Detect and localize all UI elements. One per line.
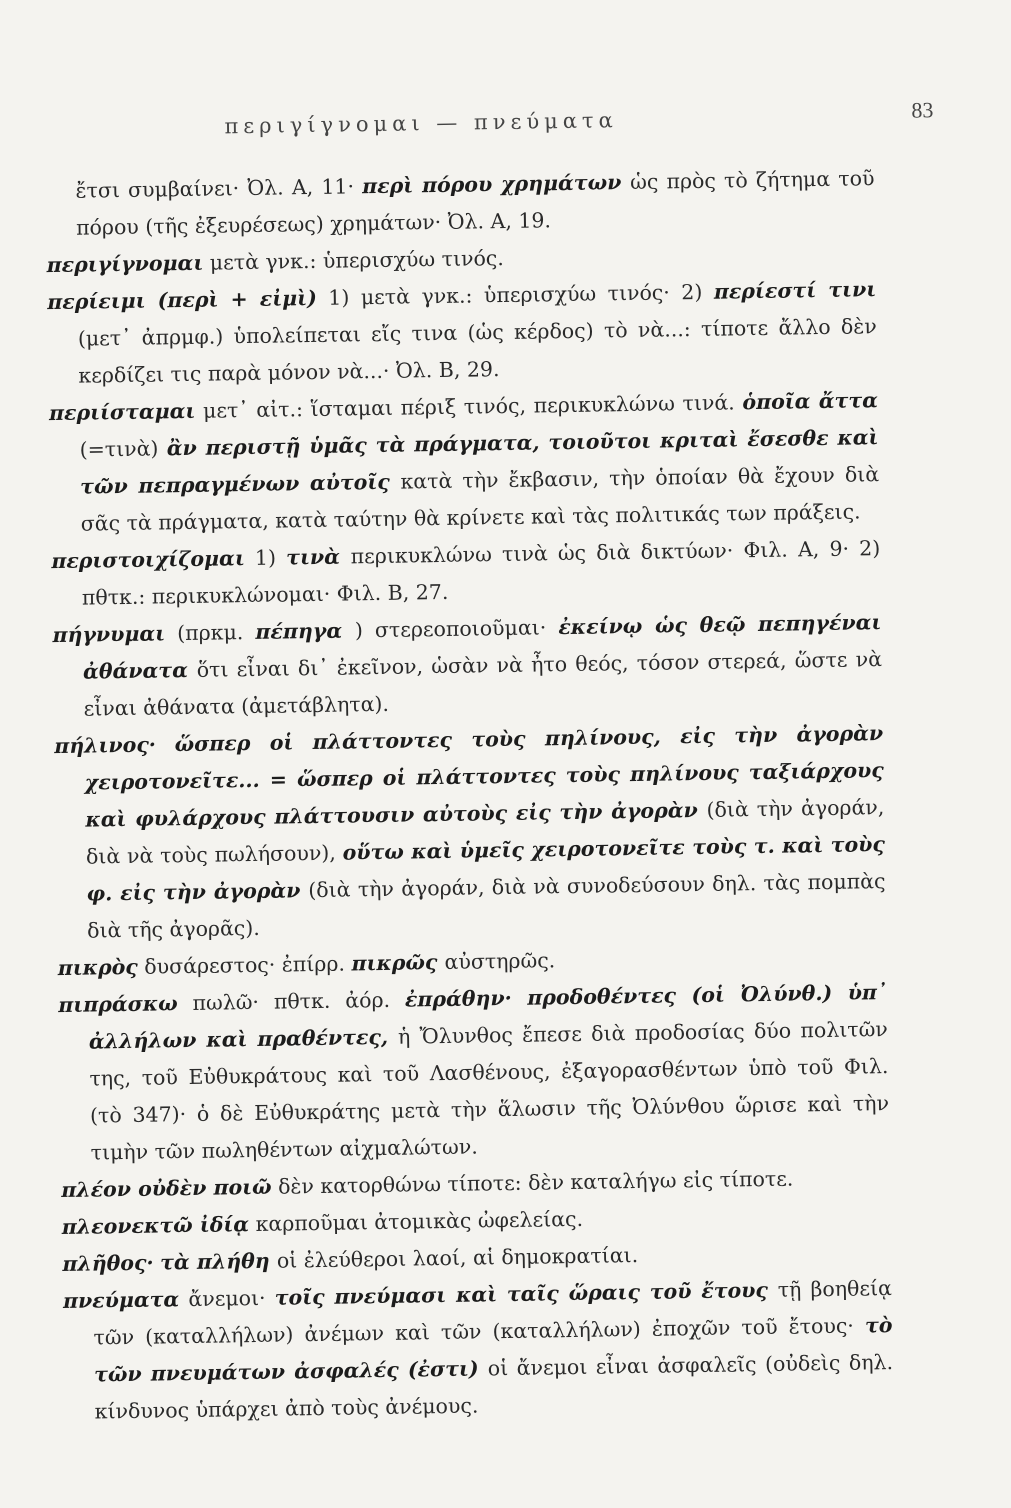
quoted-phrase: ἐπράθην· προδοθέντες (οἱ Ὀλύνθ.) ὑπ᾽ ἀλλήλων καὶ πραθέντες,	[88, 980, 888, 1054]
entry-text: 1) μετὰ γνκ.: ὑπερισχύω τινός· 2)	[328, 279, 703, 310]
quoted-phrase: ἐκείνῳ ὡς θεῷ πεπηγέναι ἀθάνατα	[82, 610, 882, 684]
quoted-phrase: τὰ πλήθη	[159, 1248, 270, 1275]
dictionary-entry	[54, 715, 886, 950]
entry-text: περικυκλώνω τινὰ ὡς διὰ δικτύων· Φιλ. Α, 9· 2) πθτκ.: περικυκλώνομαι· Φιλ. Β, 27.	[81, 536, 881, 610]
entry-headword: πνεύματα	[62, 1287, 180, 1314]
entry-text: (μετ᾽ ἀπρμφ.) ὑπολείπεται εἴς τινα (ὡς κέρδος) τὸ νὰ...: τίποτε ἄλλο δὲν κερδίζει τις παρὰ μόνον νὰ...· Ὀλ. Β, 29.	[77, 314, 877, 388]
entry-headword: πλέον οὐδὲν ποιῶ	[61, 1174, 272, 1203]
entry-text: (διὰ τὴν ἀγοράν, διὰ νὰ συνοδεύσουν δηλ. τὰς πομπὰς διὰ τῆς ἀγορᾶς).	[86, 869, 886, 943]
entry-continuation	[45, 160, 875, 247]
entry-headword: περιγίγνομαι	[46, 250, 204, 278]
entry-text: ἡ Ὄλυνθος ἔπεσε διὰ προδοσίας δύο πολιτῶν της, τοῦ Εὐθυκράτους καὶ τοῦ Λασθένους, ἐξαγορασθέντων ὑπὸ τοῦ Φιλ. (τὸ 347)· ὁ δὲ Εὐθυκράτης μετὰ τὴν ἅλωσιν τῆς Ὀλύνθου ὥρισε καὶ τὴν τιμὴν τῶν πωληθέντων αἰχμαλώτων.	[89, 1017, 890, 1165]
entry-headword: πικρὸς	[57, 954, 138, 981]
dictionary-entry	[49, 382, 880, 543]
dictionary-entry	[63, 1270, 894, 1431]
entry-text: δυσάρεστος· ἐπίρρ.	[144, 951, 346, 979]
running-head: περιγίγνομαι — πνεύματα	[224, 108, 618, 139]
entry-text: ) στερεοποιοῦμαι·	[354, 615, 547, 643]
entry-headword: πλῆθος·	[62, 1250, 154, 1277]
entry-headword: περιίσταμαι	[48, 398, 196, 426]
entry-text: κατὰ τὴν ἔκβασιν, τὴν ὁποίαν θὰ ἔχουν διὰ σᾶς τὰ πράγματα, κατὰ ταύτην θὰ κρίνετε καὶ τὰς πολιτικάς των πράξεις.	[80, 462, 880, 536]
dictionary-entry	[51, 530, 881, 617]
entry-text: καρποῦμαι ἀτομικὰς ὠφελείας.	[255, 1206, 584, 1237]
entry-headword: πήλινος·	[54, 732, 157, 759]
entry-text: 1)	[254, 545, 277, 570]
dictionary-entry	[58, 974, 890, 1172]
page-number: 83	[911, 97, 934, 123]
quoted-phrase: τοῖς πνεύμασι καὶ ταῖς ὥραις τοῦ ἔτους	[274, 1277, 769, 1310]
entry-text: μετ᾽ αἰτ.: ἵσταμαι πέριξ τινός, περικυκλώνω τινά.	[202, 390, 735, 423]
entry-headword: περιστοιχίζομαι	[51, 546, 245, 574]
quoted-phrase: τὸ τῶν πνευμάτων ἀσφαλές (ἐστι)	[93, 1313, 893, 1387]
entry-text: μετὰ γνκ.: ὑπερισχύω τινός.	[209, 245, 505, 275]
entry-text: ὅτι εἶναι δι᾽ ἐκεῖνον, ὡσὰν νὰ ἦτο θεός, τόσον στερεά, ὥστε νὰ εἶναι ἀθάνατα (ἀμετάβλητα).	[83, 647, 883, 721]
quoted-phrase: ἂν περιστῇ ὑμᾶς τὰ πράγματα, τοιοῦτοι κριταὶ ἔσεσθε καὶ τῶν πεπραγμένων αὐτοῖς	[79, 425, 879, 499]
entry-text: τῇ βοηθείᾳ τῶν (καταλλήλων) ἀνέμων καὶ τῶν (καταλλήλων) ἐποχῶν τοῦ ἔτους·	[93, 1276, 893, 1350]
entry-text: οἱ ἄνεμοι εἶναι ἀσφαλεῖς (οὐδεὶς δηλ. κίνδυνος ὑπάρχει ἀπὸ τοὺς ἀνέμους.	[94, 1350, 894, 1424]
entry-text: ὡς πρὸς τὸ ζήτημα τοῦ πόρου (τῆς ἐξευρέσεως) χρημάτων· Ὀλ. Α, 19.	[75, 166, 875, 240]
entry-text: ἔτσι συμβαίνει· Ὀλ. Α, 11·	[75, 174, 355, 203]
entry-headword: πήγνυμαι	[52, 621, 166, 648]
dictionary-entry	[47, 271, 878, 395]
entry-text: ἄνεμοι·	[188, 1285, 266, 1312]
dictionary-entry	[52, 604, 883, 728]
quoted-phrase: οὕτω καὶ ὑμεῖς χειροτονεῖτε τοὺς τ. καὶ τοὺς φ. εἰς τὴν ἀγορὰν	[86, 832, 886, 906]
quoted-phrase: τινὰ	[285, 544, 341, 570]
entry-text: (διὰ τὴν ἀγοράν, διὰ νὰ τοὺς πωλήσουν),	[85, 795, 885, 869]
entries-list	[45, 160, 894, 1431]
entry-text: αὐστηρῶς.	[444, 948, 556, 975]
entry-headword: πιπράσκω	[58, 991, 178, 1018]
page-header	[44, 97, 934, 155]
entry-text: (πρκμ.	[176, 620, 244, 646]
entry-text: δὲν κατορθώνω τίποτε: δὲν καταλήγω εἰς τίποτε.	[277, 1166, 794, 1199]
entry-text: οἱ ἐλεύθεροι λαοί, αἱ δημοκρατίαι.	[276, 1242, 639, 1273]
quoted-phrase: ὥσπερ οἱ πλάττοντες τοὺς πηλίνους, εἰς τὴν ἀγορὰν χειροτονεῖτε... = ὥσπερ οἱ πλάττοντες τοὺς πηλίνους ταξιάρχους καὶ φυλάρχους πλάττουσιν αὐτοὺς εἰς τὴν ἀγορὰν	[84, 721, 884, 832]
quoted-phrase: περὶ πόρου χρημάτων	[361, 170, 622, 199]
quoted-phrase: πέπηγα	[255, 618, 343, 644]
entry-text: (=τινὰ)	[79, 436, 159, 462]
quoted-phrase: ὁποῖα ἄττα	[742, 388, 879, 415]
entry-text: πωλῶ· πθτκ. ἀόρ.	[192, 987, 391, 1015]
quoted-phrase: περίεστί τινι	[713, 277, 877, 304]
entry-headword: πλεονεκτῶ ἰδίᾳ	[61, 1212, 250, 1240]
quoted-phrase: πικρῶς	[351, 950, 438, 976]
entry-headword: περίειμι (περὶ + εἰμὶ)	[47, 285, 318, 315]
